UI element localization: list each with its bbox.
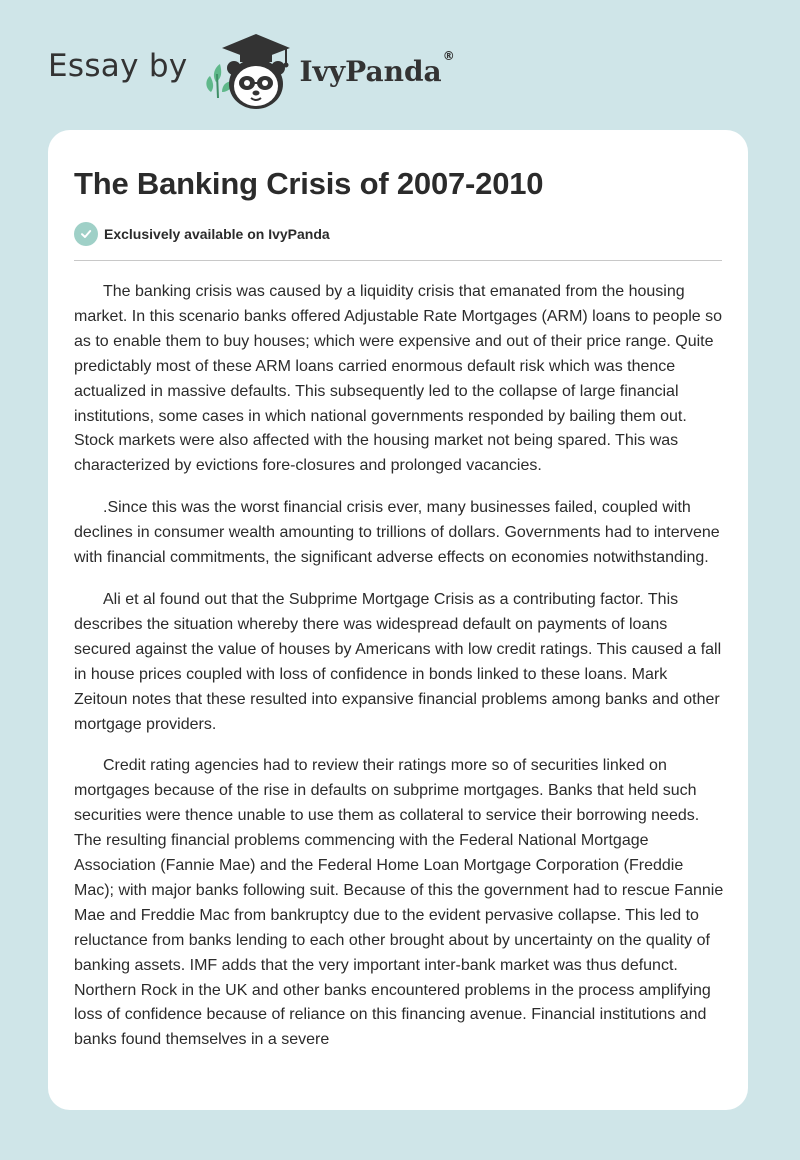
exclusive-badge — [74, 222, 330, 246]
panda-graduate-icon — [202, 28, 294, 112]
essay-paragraph: .Since this was the worst financial crisis ever, many businesses failed, coupled with declines in consumer wealth amounting to trillions of dollars. Governments had to intervene with financial commitments, the significant adverse effects on economies notwithstanding. — [74, 499, 720, 567]
essay-body — [74, 280, 724, 1070]
divider — [74, 260, 722, 261]
essay-paragraph: Ali et al found out that the Subprime Mortgage Crisis as a contributing factor. This describes the situation whereby there was widespread default on payments of loans secured against the value of houses by Americans with low credit ratings. This caused a fall in house prices coupled with loss of confidence in bonds linked to these loans. Mark Zeitoun notes that these resulted into expansive financial problems among banks and other mortgage providers. — [74, 590, 722, 733]
brand-prefix: Essay by — [48, 48, 188, 84]
site-brand[interactable] — [48, 28, 455, 112]
essay-card — [48, 130, 748, 1110]
essay-paragraph: The banking crisis was caused by a liquidity crisis that emanated from the housing market. In this scenario banks offered Adjustable Rate Mortgages (ARM) loans to people so as to enable them to buy houses; which were expensive and out of their price range. Quite predictably most of these ARM loans carried enormous default risk which was thence actualized in massive defaults. This subsequently led to the collapse of large financial institutions, some cases in which national governments responded by bailing them out. Stock markets were also affected with the housing market not being spared. This was characterized by evictions fore-closures and prolonged vacancies. — [74, 283, 723, 475]
essay-paragraph: Credit rating agencies had to review their ratings more so of securities linked on mortgages because of the rise in defaults on subprime mortgages. Banks that held such securities were thence unable to use them as collateral to service their borrowing needs. The resulting financial problems commencing with the Federal National Mortgage Association (Fannie Mae) and the Federal Home Loan Mortgage Corporation (Freddie Mac); with major banks following suit. Because of this the government had to rescue Fannie Mae and Freddie Mac from bankruptcy due to the evident pervasive collapse. This led to reluctance from banks lending to each other brought about by uncertainty on the quality of banking assets. IMF adds that the very important inter-bank market was thus defunct. Northern Rock in the UK and other banks encountered problems in the process amplifying loss of confidence because of reliance on this financing avenue. Financial institutions and banks found themselves in a severe — [74, 757, 724, 1049]
essay-title: The Banking Crisis of 2007-2010 — [74, 166, 544, 201]
exclusive-label: Exclusively available on IvyPanda — [104, 226, 330, 242]
check-circle-icon — [74, 222, 98, 246]
brand-name: IvyPanda® — [299, 48, 455, 88]
